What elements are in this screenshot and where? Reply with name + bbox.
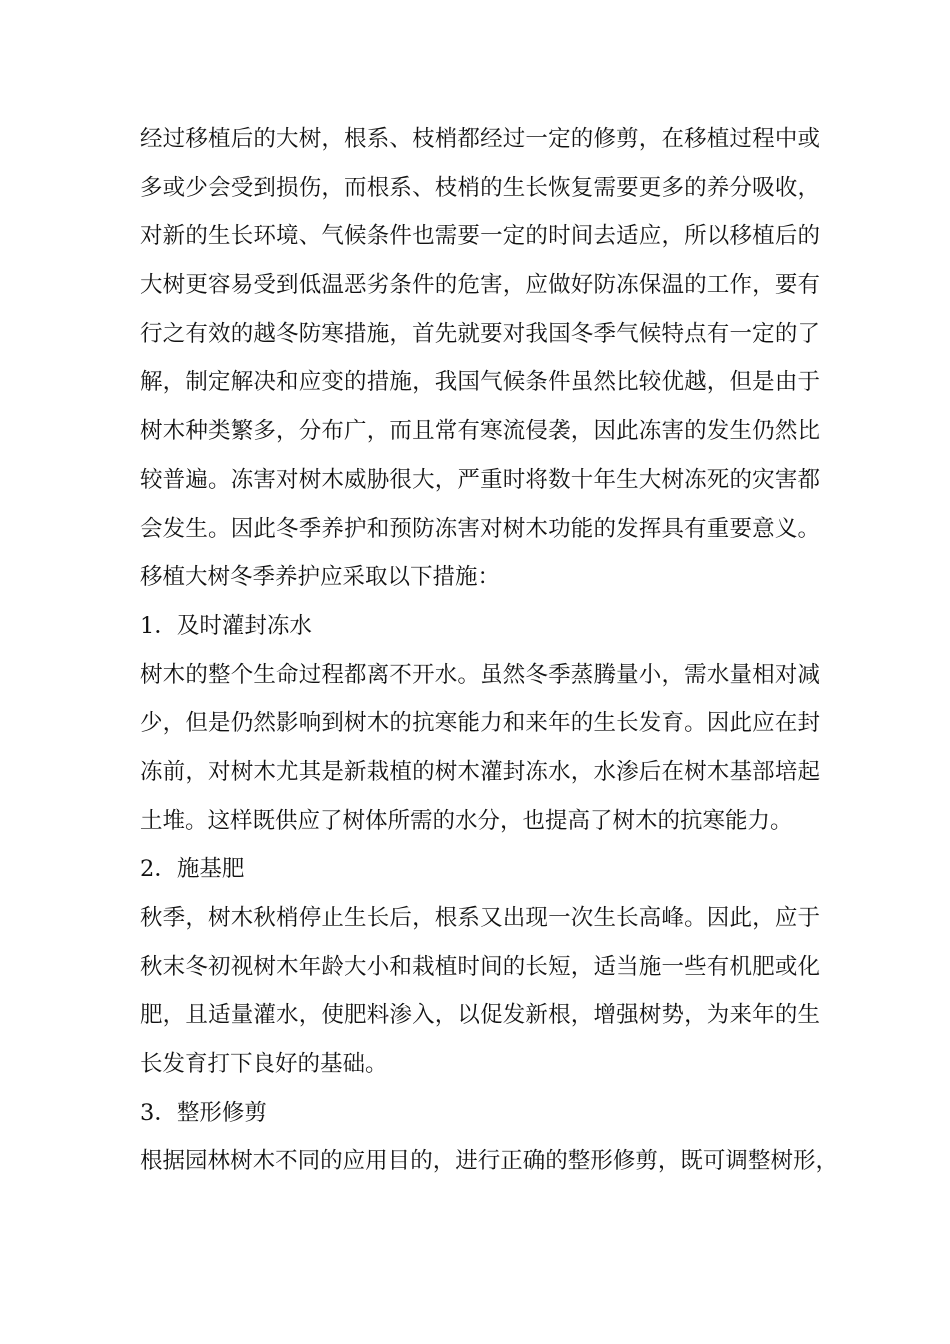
paragraph-line: 秋 末 冬 初 视 树 木 年 龄 大 小 和 栽 植 时 间 的 长 短 ， 适 当 施 一 些 有 机 肥 或 化	[140, 953, 820, 980]
paragraph-line: 对 新 的 生 长 环 境 、 气 候 条 件 也 需 要 一 定 的 时 间 去 适 应 ， 所 以 移 植 后 的	[140, 223, 820, 250]
paragraph-line: 移植大树冬季养护应采取以下措施：	[140, 564, 501, 591]
paragraph-line: 经 过 移 植 后 的 大 树 ， 根 系 、 枝 梢 都 经 过 一 定 的 修 剪 ， 在 移 植 过 程 中 或	[140, 126, 820, 152]
section-heading: 3．整形修剪	[140, 1099, 267, 1126]
paragraph-line: 行 之 有 效 的 越 冬 防 寒 措 施 ， 首 先 就 要 对 我 国 冬 季 气 候 特 点 有 一 定 的 了	[140, 320, 820, 347]
paragraph-line: 少 ， 但 是 仍 然 影 响 到 树 木 的 抗 寒 能 力 和 来 年 的 生 长 发 育 。 因 此 应 在 封	[140, 710, 820, 737]
paragraph-line: 解 ， 制 定 解 决 和 应 变 的 措 施 ， 我 国 气 候 条 件 虽 然 比 较 优 越 ， 但 是 由 于	[140, 369, 820, 396]
document-body	[140, 115, 838, 1186]
section-heading: 1．及时灌封冻水	[140, 612, 312, 639]
paragraph-line: 会 发 生 。 因 此 冬 季 养 护 和 预 防 冻 害 对 树 木 功 能 的 发 挥 具 有 重 要 意 义 。	[140, 515, 820, 542]
paragraph-line: 树 木 种 类 繁 多 ， 分 布 广 ， 而 且 常 有 寒 流 侵 袭 ， 因 此 冻 害 的 发 生 仍 然 比	[140, 418, 820, 445]
paragraph-line: 秋 季 ， 树 木 秋 梢 停 止 生 长 后 ， 根 系 又 出 现 一 次 生 长 高 峰 。 因 此 ， 应 于	[140, 905, 820, 931]
paragraph-line: 树 木 的 整 个 生 命 过 程 都 离 不 开 水 。 虽 然 冬 季 蒸 腾 量 小 ， 需 水 量 相 对 减	[140, 661, 820, 688]
paragraph-line: 大 树 更 容 易 受 到 低 温 恶 劣 条 件 的 危 害 ， 应 做 好 防 冻 保 温 的 工 作 ， 要 有	[140, 272, 820, 299]
paragraph-line: 土堆。这样既供应了树体所需的水分，也提高了树木的抗寒能力。	[140, 807, 793, 834]
paragraph-line: 肥 ， 且 适 量 灌 水 ， 使 肥 料 渗 入 ， 以 促 发 新 根 ， 增 强 树 势 ， 为 来 年 的 生	[140, 1002, 820, 1029]
paragraph-line: 多 或 少 会 受 到 损 伤 ， 而 根 系 、 枝 梢 的 生 长 恢 复 需 要 更 多 的 养 分 吸 收 ，	[140, 174, 820, 201]
paragraph-line: 冻 前 ， 对 树 木 尤 其 是 新 栽 植 的 树 木 灌 封 冻 水 ， 水 渗 后 在 树 木 基 部 培 起	[140, 758, 820, 785]
paragraph-line: 根 据 园 林 树 木 不 同 的 应 用 目 的 ， 进 行 正 确 的 整 形 修 剪 ， 既 可 调 整 树 形 ，	[140, 1148, 838, 1175]
section-heading: 2．施基肥	[140, 856, 245, 883]
paragraph-line: 较 普 遍 。 冻 害 对 树 木 威 胁 很 大 ， 严 重 时 将 数 十 年 生 大 树 冻 死 的 灾 害 都	[140, 466, 820, 493]
paragraph-line: 长发育打下良好的基础。	[140, 1051, 388, 1078]
